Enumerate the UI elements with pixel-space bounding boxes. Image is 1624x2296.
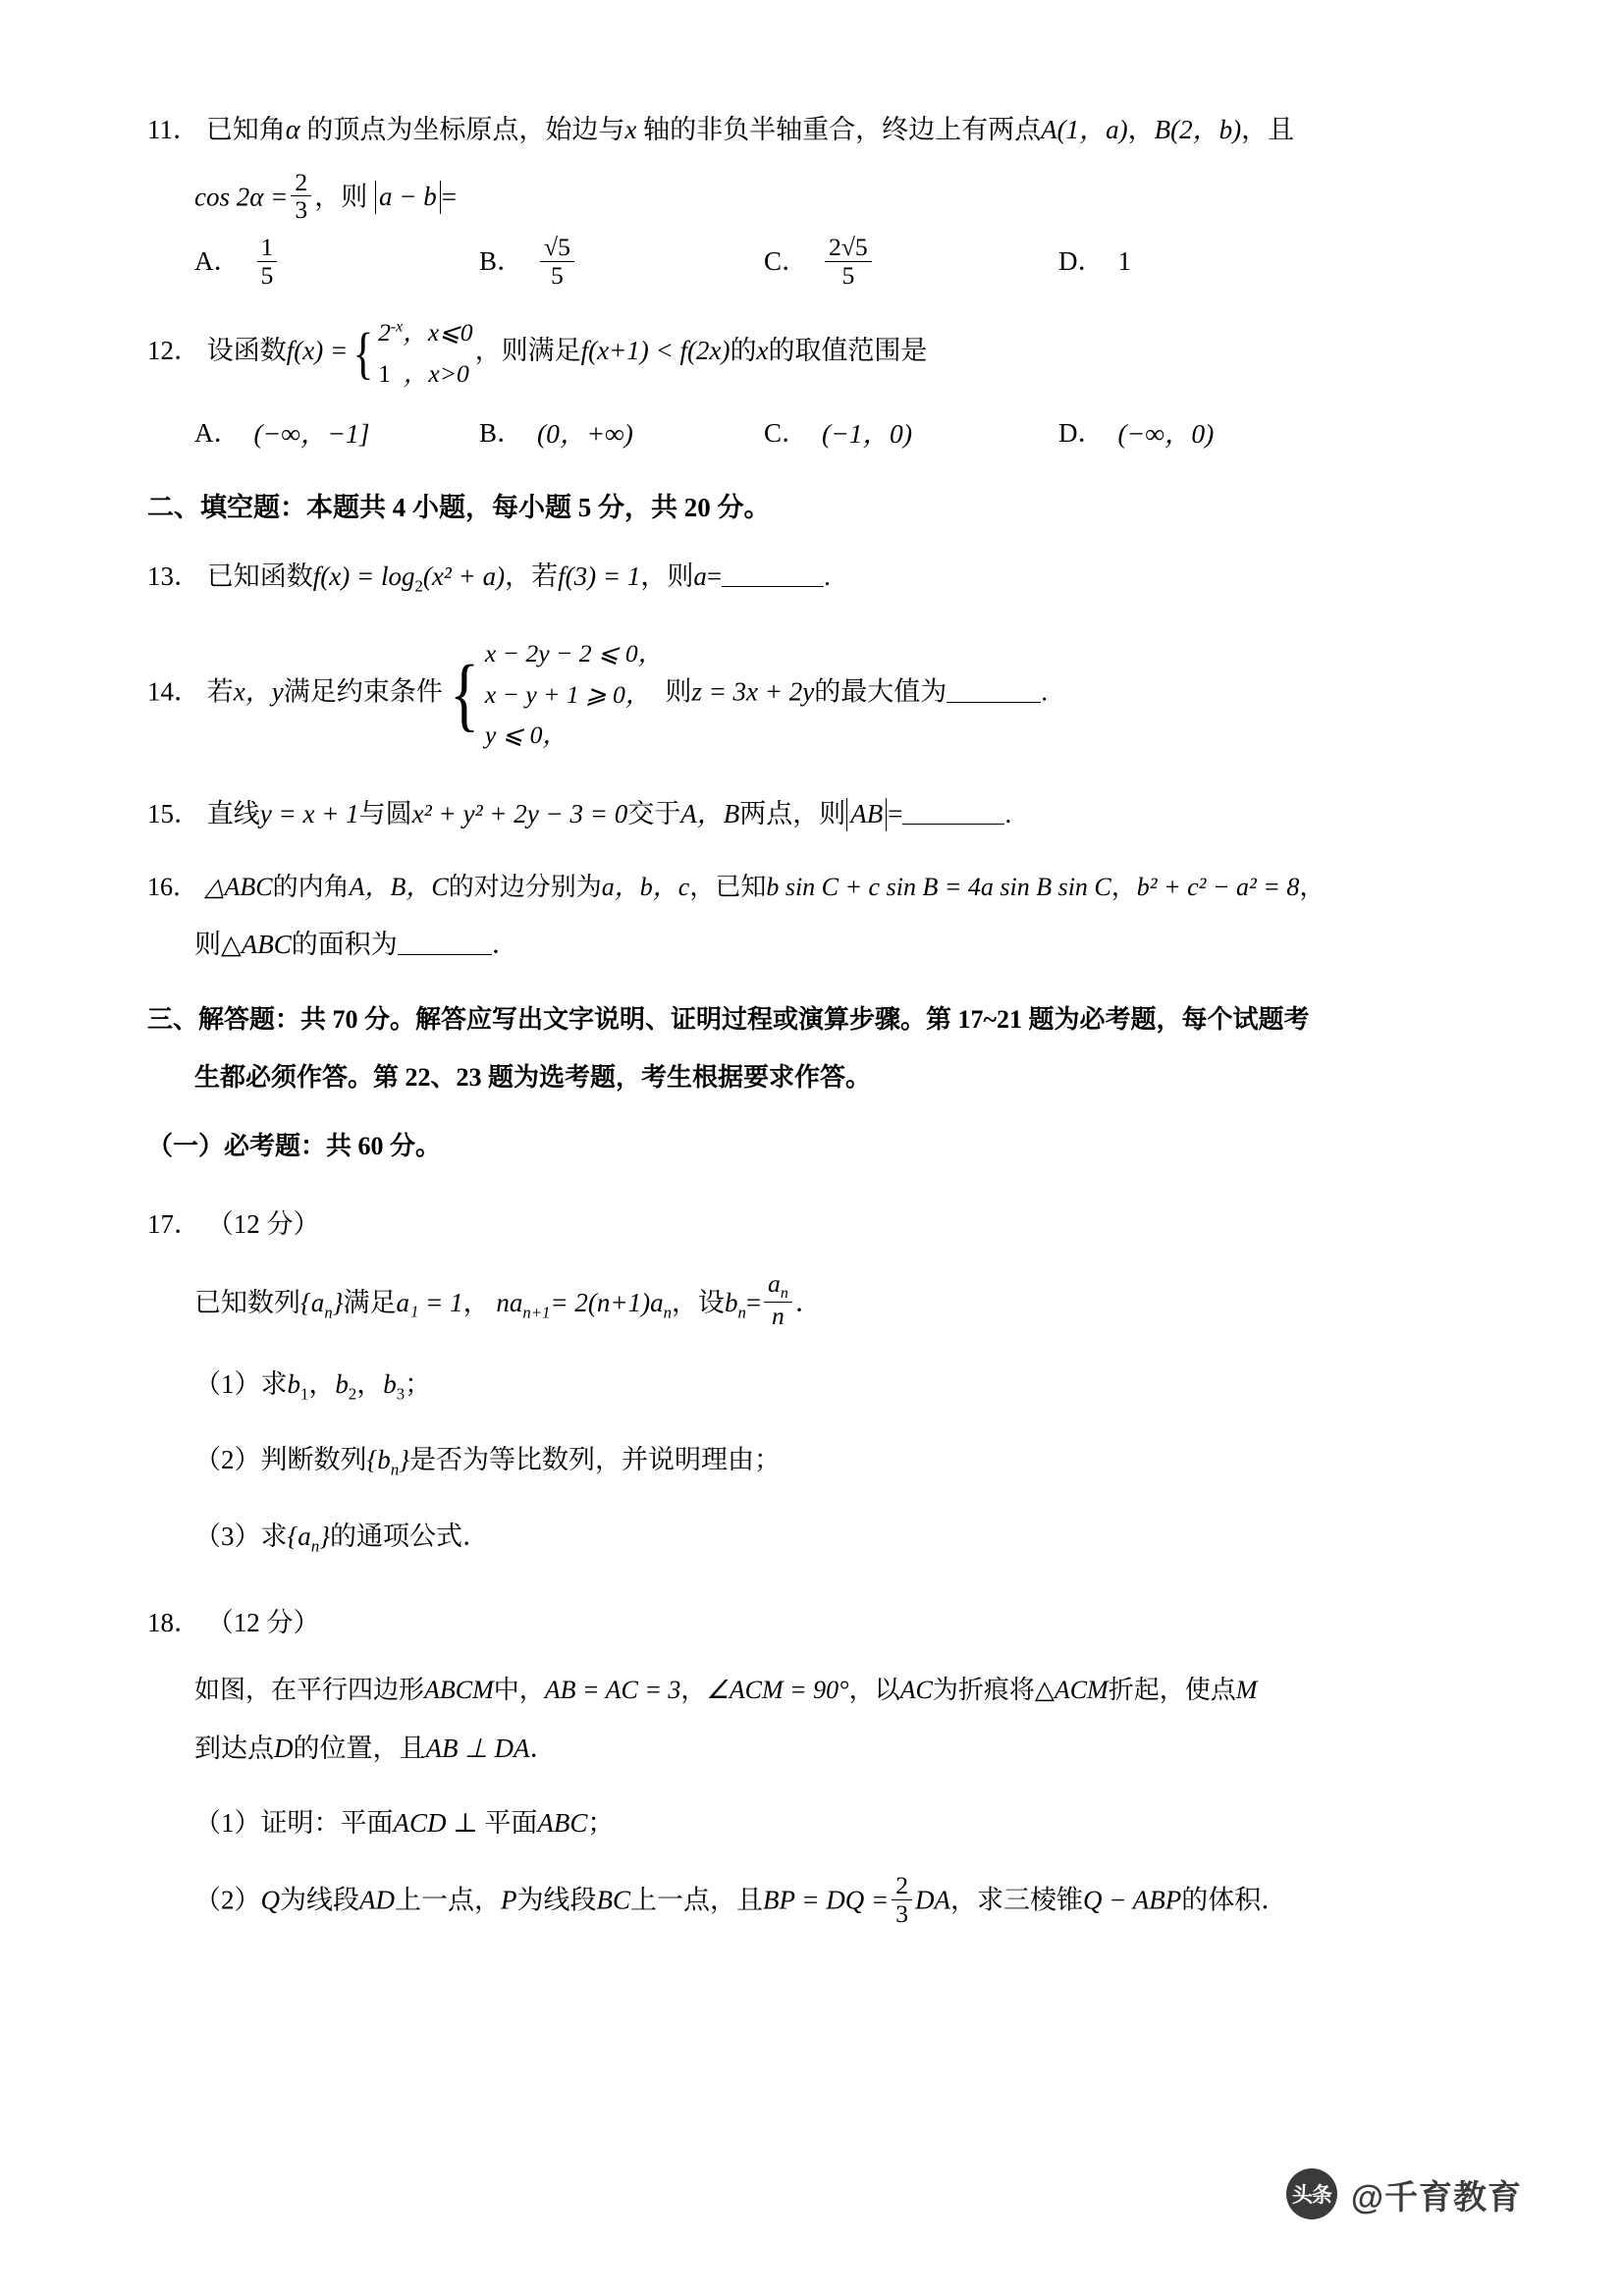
q17-stem-a: 已知数列 <box>194 1287 300 1317</box>
q13-text-c: ，则 <box>640 561 694 591</box>
q18-stem-line2: 到达点D的位置，且AB ⊥ DA． <box>194 1734 557 1764</box>
q18-m: M <box>1235 1675 1258 1704</box>
section-3-line1 <box>147 997 1483 1042</box>
q16-l2-c: 的面积为 <box>291 929 398 959</box>
q17-p1-end: ； <box>405 1368 432 1399</box>
q16-text-e: ， <box>1299 873 1326 902</box>
q17-dot: ． <box>794 1287 822 1317</box>
q17-part-1: （1）求$b_1$，$b_2$，$b_3$； <box>194 1368 432 1404</box>
q12-tail-a: ，则满足 <box>474 336 581 366</box>
q18-p2-f: ，求三棱锥 <box>950 1885 1084 1915</box>
q18-perp-symbol: ⊥ <box>453 1807 478 1838</box>
q17-rec-sub: n+1 <box>522 1303 551 1322</box>
section-3-line2 <box>147 1055 1483 1100</box>
q18-ac: AC <box>899 1675 933 1704</box>
q11-text-d: ，且 <box>1241 115 1295 144</box>
q11-option-d-label: D． <box>1058 245 1105 276</box>
q13-eq: = <box>706 561 723 591</box>
q13-f: f(x) = log <box>312 561 415 591</box>
q12-lead: 设函数 <box>206 336 287 366</box>
watermark-text: @千育教育 <box>1350 2178 1522 2216</box>
q11-number: 11． <box>147 115 199 144</box>
q18-abc: ABC <box>537 1807 588 1838</box>
q11-option-b-top: √5 <box>540 234 574 262</box>
q17-stem-d: ，设 <box>671 1287 725 1317</box>
q16-l2-abc: ABC <box>241 929 292 959</box>
q17-seq: {a <box>300 1287 325 1317</box>
q13-dot: . <box>824 561 831 591</box>
q18-l1-a: 如图，在平行四边形 <box>194 1675 425 1704</box>
q15-points: A，B <box>680 798 740 828</box>
q16-number: 16． <box>147 873 199 902</box>
q17-p3-set: {a <box>287 1522 311 1552</box>
q13-base: 2 <box>414 575 423 595</box>
q17-part-1-label: （1） <box>194 1368 261 1399</box>
q17-rec-b: = 2(n+1)a <box>550 1287 664 1317</box>
q15-answer-blank[interactable] <box>902 824 1004 825</box>
q16-line2 <box>147 922 1483 968</box>
q18-p2-e: 上一点，且 <box>630 1885 764 1915</box>
q15-number: 15． <box>147 798 200 828</box>
q17-seq-end: } <box>332 1287 344 1317</box>
q12-piecewise <box>350 312 472 394</box>
q12-case2-cond: ，x>0 <box>403 358 469 388</box>
q16-dot: ． <box>491 929 518 959</box>
q16-l2-a: 则△ <box>194 929 242 959</box>
q14-line <box>147 633 1483 756</box>
q18-qabp: Q − ABP <box>1083 1885 1182 1915</box>
q18-d: D <box>274 1734 294 1764</box>
q11-text-a: 已知角 <box>205 115 286 144</box>
q17-part-2: （2）判断数列$\{b_n\}$是否为等比数列，并说明理由； <box>194 1445 781 1479</box>
q17-p1-b3: b <box>383 1368 397 1399</box>
q18-ab-ac: AB = AC = 3 <box>544 1675 681 1704</box>
q15-line <box>147 791 1483 837</box>
q16-eq2: b² + c² − a² = 8 <box>1136 873 1300 902</box>
q11-alpha: α <box>285 115 300 145</box>
q14-answer-blank[interactable] <box>947 702 1041 703</box>
q18-header <box>147 1600 1483 1646</box>
q17-p3-a: 求 <box>260 1522 288 1552</box>
q12-tail-b: 的 <box>730 336 757 366</box>
q12-option-a-value: (−∞，−1] <box>253 417 370 449</box>
q15-text-d: 两点，则 <box>739 798 846 828</box>
q18-q-point: Q <box>260 1885 280 1915</box>
q11-option-b[interactable] <box>479 234 764 289</box>
q12-option-d[interactable] <box>1058 412 1214 455</box>
q18-l1-d: ，以 <box>848 1675 900 1704</box>
q14-constraint-2: x − y + 1 ⩾ 0， <box>484 679 651 709</box>
q12-option-a-label: A． <box>194 417 241 448</box>
q11-x: x <box>624 115 637 144</box>
q17-part-3: （3）求$\{a_n\}$的通项公式． <box>194 1522 489 1556</box>
q11-option-c-top: 2√5 <box>825 234 872 262</box>
q13-text-a: 已知函数 <box>206 561 313 591</box>
q11-option-c[interactable] <box>764 234 1058 289</box>
q12-option-b-value: (0，+∞) <box>537 417 633 449</box>
toutiao-badge-icon: 头条 <box>1286 2168 1337 2219</box>
q18-p2-g: 的体积． <box>1181 1885 1288 1915</box>
q12-case1-exp: -x <box>390 318 404 336</box>
question-14 <box>147 633 1483 756</box>
q11-option-c-label: C． <box>764 245 809 276</box>
q12-case1-base: 2 <box>378 318 391 347</box>
q11-option-a-label: A． <box>194 245 241 276</box>
q15-dot: . <box>1004 798 1012 828</box>
q13-line <box>147 554 1483 601</box>
question-16 <box>147 865 1483 968</box>
q12-ineq: f(x+1) < f(2x) <box>580 336 731 366</box>
q17-part-2-label: （2） <box>194 1445 261 1475</box>
q18-p1-text: 证明：平面 <box>260 1807 394 1838</box>
q18-part-2 <box>147 1872 1483 1927</box>
q12-option-b-label: B． <box>479 417 524 448</box>
q12-option-c-label: C． <box>764 417 809 448</box>
q18-l1-f: 折起，使点 <box>1108 1675 1236 1704</box>
q16-eq1: b sin C + c sin B = 4a sin B sin C <box>766 873 1111 902</box>
q18-abcm: ABCM <box>424 1675 494 1704</box>
q11-line1 <box>147 106 1483 155</box>
section-2-body: 本题共 4 小题，每小题 5 分，共 20 分。 <box>306 492 771 522</box>
brace-icon: { <box>352 321 374 386</box>
q17-p1-b1: b <box>287 1368 300 1399</box>
q17-header <box>147 1201 1483 1248</box>
q13-text-b: ，若 <box>505 561 559 591</box>
section-3-title: 三、解答题： <box>147 1004 301 1034</box>
q14-vars: x，y <box>233 676 284 707</box>
q13-number: 13． <box>147 561 200 591</box>
q15-text-c: 交于 <box>627 798 681 828</box>
q11-text-c: 轴的非负半轴重合，终边上有两点 <box>643 115 1042 144</box>
q11-then: ，则 <box>314 181 368 211</box>
q14-dot: . <box>1041 676 1048 707</box>
q12-case1-cond: ，x⩽0 <box>403 318 473 347</box>
q13-cond: f(3) = 1 <box>558 561 641 591</box>
q12-tail-c: 的取值范围是 <box>768 336 928 366</box>
q17-marks: （12 分） <box>206 1209 320 1240</box>
q11-text-b: 的顶点为坐标原点，始边与 <box>306 115 625 144</box>
q16-text-c: 的对边分别为 <box>448 873 602 902</box>
q11-line2 <box>147 169 1483 224</box>
q16-text-d: ，已知 <box>689 873 767 902</box>
section-2-header <box>147 481 1483 534</box>
q18-l1-e: 为折痕将△ <box>932 1675 1055 1704</box>
section-3-sub-label: （一）必考题：共 60 分。 <box>147 1131 442 1160</box>
section-3-body-1: 共 70 分。解答应写出文字说明、证明过程或演算步骤。第 17~21 题为必考题，每个试题考 <box>300 1004 1310 1034</box>
q11-frac-top: 2 <box>291 169 311 197</box>
q18-part-1: （1）证明：平面ACD ⊥ 平面ABC； <box>194 1807 615 1838</box>
q11-fraction <box>291 169 311 224</box>
q12-option-a[interactable] <box>194 412 479 455</box>
q18-p1-text2: 平面 <box>484 1807 538 1838</box>
q11-option-a-bot: 5 <box>260 260 274 290</box>
q18-marks: （12 分） <box>206 1607 320 1637</box>
q17-bn-bot: n <box>772 1302 785 1330</box>
q16-triangle: △ABC <box>204 873 273 902</box>
q11-cos: cos 2α = <box>194 181 289 211</box>
q17-p3-b: 的通项公式． <box>330 1522 489 1552</box>
q17-bn-sub: n <box>737 1303 746 1322</box>
q18-acm: ACM <box>1054 1675 1109 1704</box>
q12-option-d-value: (−∞，0) <box>1117 417 1215 449</box>
q17-stem-b: 满足 <box>343 1287 397 1317</box>
q14-z: z = 3x + 2y <box>691 676 815 707</box>
q15-abs: AB <box>846 798 887 831</box>
q12-case2-val: 1 <box>378 358 391 388</box>
q17-seq-sub: n <box>324 1303 333 1322</box>
question-13 <box>147 554 1483 601</box>
q11-comma: ， <box>1127 115 1155 144</box>
q12-option-c[interactable] <box>764 412 1058 455</box>
q17-p1-b2: b <box>335 1368 349 1399</box>
q11-options <box>147 234 1483 289</box>
q17-bn-top: a <box>768 1268 781 1298</box>
q18-l2-a: 到达点 <box>194 1734 274 1764</box>
q17-bn-top-sub: n <box>780 1284 788 1302</box>
q18-p2-d: 为线段 <box>516 1885 597 1915</box>
q16-comma: ， <box>1110 873 1137 902</box>
question-11 <box>147 106 1483 289</box>
q11-option-b-label: B． <box>479 245 524 276</box>
q18-number: 18． <box>147 1607 200 1637</box>
q18-acd: ACD <box>393 1807 447 1838</box>
q18-bc: BC <box>596 1885 631 1915</box>
q16-line1 <box>147 865 1483 910</box>
section-3-header <box>147 997 1483 1169</box>
q11-frac-bot: 3 <box>295 195 308 225</box>
brace-icon: { <box>449 648 479 740</box>
q18-l2-b: 的位置，且 <box>293 1734 426 1764</box>
q18-part-2-label: （2） <box>194 1885 261 1915</box>
q11-point-b: B(2，b) <box>1154 115 1242 144</box>
q17-a1: a₁ = 1 <box>396 1287 463 1317</box>
question-18 <box>147 1600 1483 1928</box>
q18-p2-b: 为线段 <box>280 1885 359 1915</box>
q18-l1-b: 中， <box>493 1675 545 1704</box>
q17-bn-eq: = <box>745 1287 762 1317</box>
q18-bp-dq: BP = DQ = <box>763 1885 890 1915</box>
q14-text-a: 若 <box>206 676 234 707</box>
q14-constraint-1: x − 2y − 2 ⩽ 0， <box>484 639 664 668</box>
question-15 <box>147 791 1483 837</box>
q13-answer-blank[interactable] <box>722 586 824 587</box>
q13-arg: (x² + a) <box>422 561 506 591</box>
q14-number: 14． <box>147 676 200 707</box>
q13-a: a <box>693 561 707 591</box>
q17-number: 17． <box>147 1209 200 1240</box>
q17-stem <box>147 1270 1483 1330</box>
q11-eq: = <box>441 181 457 211</box>
q11-abs: a − b <box>375 181 441 214</box>
q14-constraint-3: y ⩽ 0， <box>484 721 568 750</box>
q12-option-c-value: (−1，0) <box>822 417 912 449</box>
q17-bn: b <box>724 1287 738 1317</box>
q17-rec: na <box>496 1287 523 1317</box>
page-content <box>147 106 1483 1945</box>
q17-p2-set: {b <box>366 1445 391 1475</box>
q11-option-d-value: 1 <box>1117 245 1131 276</box>
q17-part-3-label: （3） <box>194 1522 261 1552</box>
question-17 <box>147 1201 1483 1560</box>
q14-constraints <box>445 633 664 756</box>
q11-option-d[interactable] <box>1058 234 1131 289</box>
q17-bn-fraction <box>764 1270 792 1330</box>
q17-p2-b: 是否为等比数列，并说明理由； <box>409 1445 781 1475</box>
section-3-body-2: 生都必须作答。第 22、23 题为选考题，考生根据要求作答。 <box>194 1063 872 1093</box>
q18-stem-line1: 如图，在平行四边形ABCM中，AB = AC = 3，∠ACM = 90°，以AC为折痕将△ACM折起，使点M <box>194 1675 1258 1704</box>
q15-circle-eq: x² + y² + 2y − 3 = 0 <box>411 798 628 828</box>
q12-options <box>147 412 1483 455</box>
q18-perp: AB ⊥ DA <box>425 1734 530 1764</box>
q16-angles: A，B，C <box>349 873 449 902</box>
q16-sides: a，b，c <box>601 873 690 902</box>
q17-stem-c: ， <box>462 1287 490 1317</box>
q11-option-a[interactable] <box>194 234 479 289</box>
q15-line-eq: y = x + 1 <box>259 798 359 828</box>
q18-angle-acm: ∠ACM = 90° <box>706 1675 849 1704</box>
q12-option-b[interactable] <box>479 412 764 455</box>
q11-point-a: A(1，a) <box>1041 115 1128 144</box>
q15-text-a: 直线 <box>206 798 260 828</box>
q12-line1 <box>147 312 1483 394</box>
q11-option-c-bot: 5 <box>841 260 855 290</box>
q11-option-a-top: 1 <box>257 234 278 262</box>
q16-text-b: 的内角 <box>272 873 350 902</box>
watermark <box>1286 2168 1522 2219</box>
q12-tail-x: x <box>756 336 769 366</box>
section-3-sub <box>147 1124 1483 1169</box>
q17-rec-sub2: n <box>663 1303 672 1322</box>
q12-number: 12． <box>147 336 200 366</box>
q14-text-c: 则 <box>665 676 692 707</box>
q15-text-b: 与圆 <box>358 798 412 828</box>
q18-fraction: $\frac{2}{3}$ <box>892 1872 912 1927</box>
section-2-title: 二、填空题： <box>147 492 306 522</box>
q18-p2-c: 上一点， <box>395 1885 501 1915</box>
q18-da: DA <box>915 1885 951 1915</box>
q12-fx: f(x) = <box>286 336 349 366</box>
q16-answer-blank[interactable] <box>398 954 492 955</box>
q12-option-d-label: D． <box>1058 417 1105 448</box>
q17-p2-a: 判断数列 <box>260 1445 367 1475</box>
q14-text-b: 满足约束条件 <box>283 676 443 707</box>
q18-p-point: P <box>501 1885 517 1915</box>
q18-ad: AD <box>359 1885 395 1915</box>
q14-text-d: 的最大值为 <box>814 676 947 707</box>
q17-p1-a: 求 <box>260 1368 288 1399</box>
question-12 <box>147 312 1483 454</box>
q15-eq: = <box>888 798 903 828</box>
q18-part-1-label: （1） <box>194 1807 261 1838</box>
q11-option-b-bot: 5 <box>551 260 564 290</box>
